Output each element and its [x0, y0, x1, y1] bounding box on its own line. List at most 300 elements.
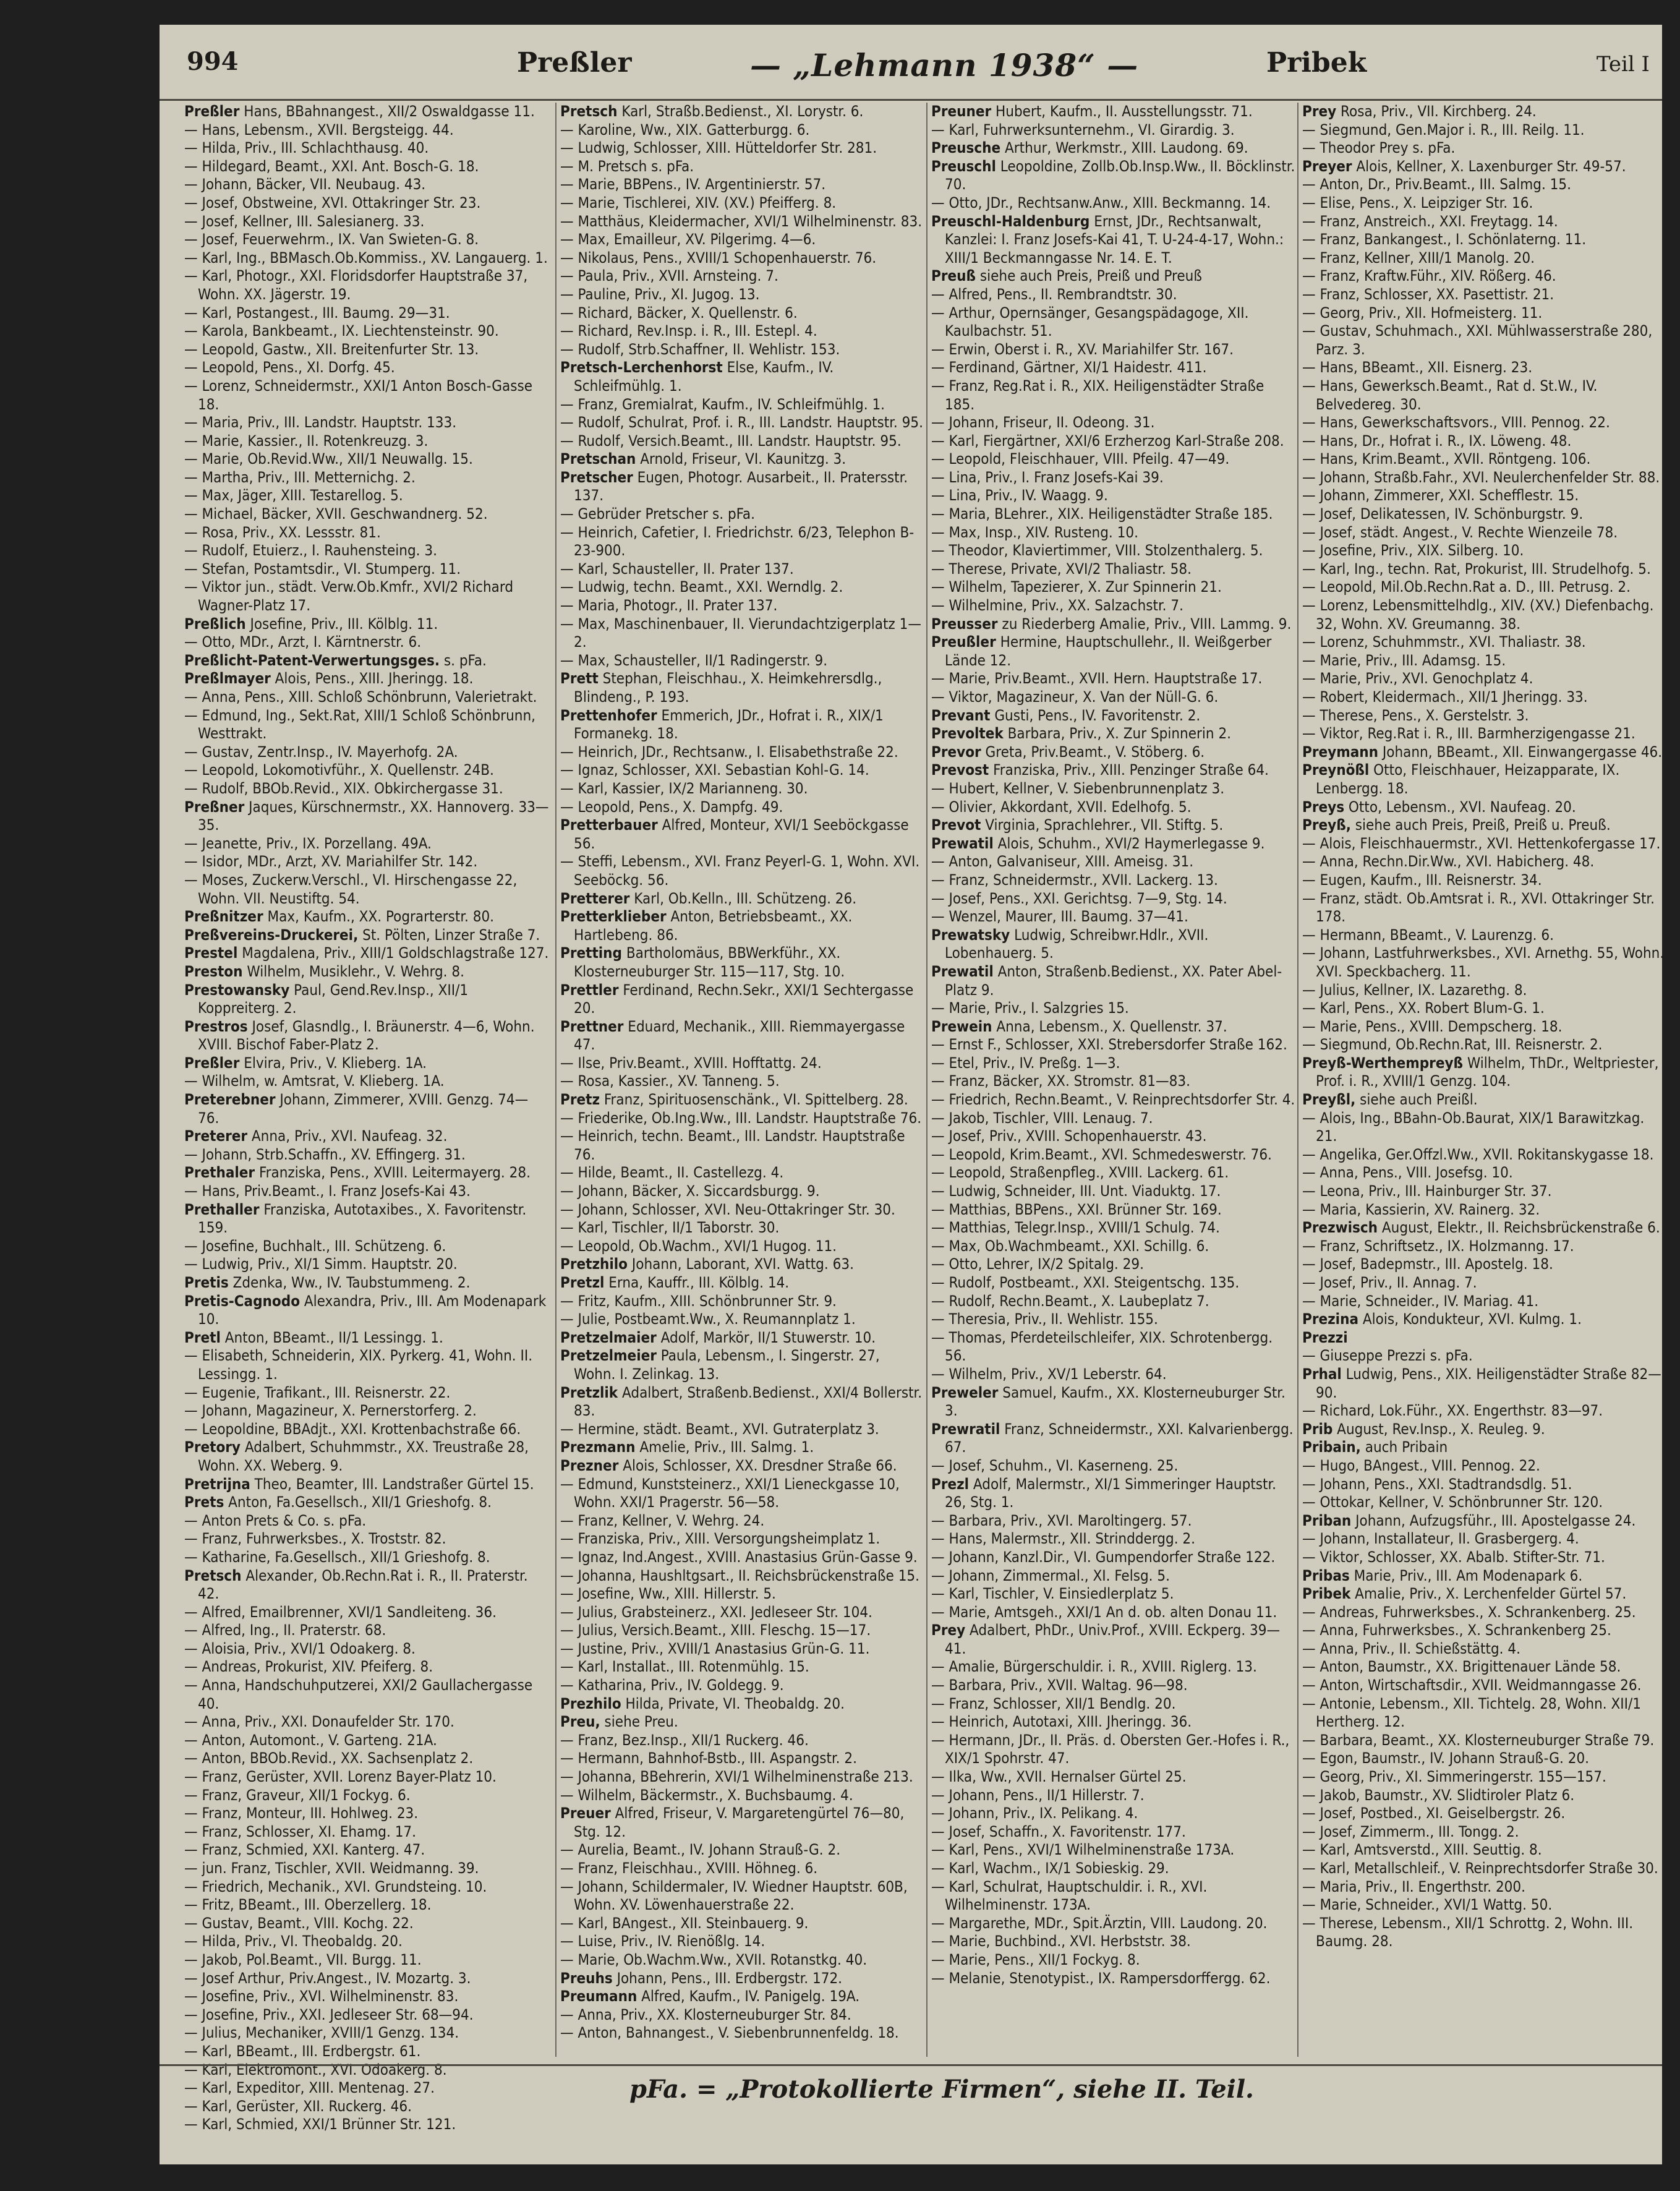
- directory-entry: — Josefine, Priv., XVI. Wilhelminenstr. 83.: [184, 1988, 459, 2005]
- directory-entry: — Georg, Priv., XII. Hofmeisterg. 11.: [1302, 304, 1543, 322]
- directory-entry: Preymann Johann, BBeamt., XII. Einwangergasse 46.: [1302, 743, 1663, 761]
- directory-entry: Prezhilo Hilda, Private, VI. Theobaldg. 20.: [560, 1694, 845, 1712]
- directory-entry: — Franz, Gerüster, XVII. Lorenz Bayer-Platz 10.: [184, 1768, 497, 1786]
- directory-entry: — Johann, Schlosser, XVI. Neu-Ottakringer Str. 30.: [560, 1200, 895, 1218]
- directory-entry: Pretl Anton, BBeamt., II/1 Lessingg. 1.: [184, 1328, 443, 1346]
- directory-entry: — Robert, Kleidermach., XII/1 Jheringg. 33.: [1302, 688, 1588, 706]
- directory-entry: — Theodor Prey s. pFa.: [1302, 139, 1456, 157]
- directory-entry: — Josef, Badepmstr., III. Apostelg. 18.: [1302, 1255, 1553, 1273]
- directory-entry: — Anna, Pens., VIII. Josefsg. 10.: [1302, 1164, 1513, 1182]
- directory-entry: Preuhs Johann, Pens., III. Erdbergstr. 172.: [560, 1969, 843, 1987]
- directory-entry: — Anna, Rechn.Dir.Ww., XVI. Habicherg. 48.: [1302, 853, 1595, 871]
- directory-entry: — Wilhelm, Bäckermstr., X. Buchsbaumg. 4.: [560, 1786, 853, 1804]
- directory-entry: — Marie, Schneider., XVI/1 Wattg. 50.: [1302, 1896, 1553, 1914]
- directory-entry: — Anna, Handschuhputzerei, XXI/2 Gaullachergasse 40.: [184, 1676, 533, 1712]
- directory-column-2: [555, 103, 925, 2057]
- directory-column-3: [926, 103, 1296, 2057]
- directory-entry: — Hans, Gewerkschaftsvors., VIII. Pennog. 22.: [1302, 414, 1610, 432]
- directory-entry: — Hugo, BAngest., VIII. Pennog. 22.: [1302, 1456, 1540, 1474]
- header-part-label: Teil I: [1596, 52, 1650, 77]
- directory-entry: — Anton, Bahnangest., V. Siebenbrunnenfeldg. 18.: [560, 2024, 899, 2042]
- page-footer: [160, 2064, 1662, 2109]
- directory-entry: — Rudolf, Schulrat, Prof. i. R., III. Landstr. Hauptstr. 95.: [560, 414, 923, 432]
- directory-entry: Prethaller Franziska, Autotaxibes., X. Favoritenstr. 159.: [184, 1200, 527, 1237]
- directory-entry: — Hermann, JDr., II. Präs. d. Obersten Ger.-Hofes i. R., XIX/1 Spohrstr. 47.: [931, 1731, 1290, 1767]
- directory-entry: Pretschan Arnold, Friseur, VI. Kaunitzg. 3.: [560, 450, 846, 468]
- directory-entry: Pretis-Cagnodo Alexandra, Priv., III. Am Modenapark 10.: [184, 1292, 547, 1328]
- directory-entry: — Josefine, Ww., XIII. Hillerstr. 5.: [560, 1585, 776, 1603]
- directory-entry: — Ottokar, Kellner, V. Schönbrunner Str. 120.: [1302, 1493, 1603, 1511]
- directory-entry: — Josef, städt. Angest., V. Rechte Wienzeile 78.: [1302, 523, 1618, 541]
- directory-entry: — Heinrich, JDr., Rechtsanw., I. Elisabethstraße 22.: [560, 743, 898, 761]
- page-number: 994: [187, 47, 239, 76]
- directory-entry: — Ernst F., Schlosser, XXI. Strebersdorfer Straße 162.: [931, 1036, 1287, 1054]
- directory-entry: — Karl, Tischler, V. Einsiedlerplatz 5.: [931, 1585, 1174, 1603]
- directory-entry: — Ignaz, Ind.Angest., XVIII. Anastasius Grün-Gasse 9.: [560, 1548, 918, 1566]
- directory-entry: Prewratil Franz, Schneidermstr., XXI. Kalvarienbergg. 67.: [931, 1420, 1294, 1456]
- directory-entry: — Theodor, Klaviertimmer, VIII. Stolzenthalerg. 5.: [931, 542, 1263, 560]
- directory-entry: Preweler Samuel, Kaufm., XX. Klosterneuburger Str. 3.: [931, 1383, 1286, 1420]
- directory-entry: — Johann, Kanzl.Dir., VI. Gumpendorfer Straße 122.: [931, 1548, 1276, 1566]
- directory-entry: — Marie, BBPens., IV. Argentinierstr. 57.: [560, 176, 826, 194]
- directory-entry: Preßler Hans, BBahnangest., XII/2 Oswaldgasse 11.: [184, 103, 535, 120]
- directory-entry: Pribas Marie, Priv., III. Am Modenapark 6.: [1302, 1566, 1583, 1584]
- directory-entry: Preußler Hermine, Hauptschullehr., II. Weißgerber Lände 12.: [931, 633, 1272, 669]
- directory-entry: — Rudolf, Rechn.Beamt., X. Laubeplatz 7.: [931, 1292, 1209, 1310]
- directory-entry: — Hans, BBeamt., XII. Eisnerg. 23.: [1302, 359, 1533, 377]
- directory-entry: Prevor Greta, Priv.Beamt., V. Stöberg. 6.: [931, 743, 1205, 761]
- directory-entry: — Julius, Versich.Beamt., XIII. Fleschg. 15—17.: [560, 1621, 871, 1639]
- directory-entry: Prevost Franziska, Priv., XIII. Penzinger Straße 64.: [931, 761, 1269, 779]
- directory-entry: — Elisabeth, Schneiderin, XIX. Pyrkerg. 41, Wohn. II. Lessingg. 1.: [184, 1347, 533, 1383]
- directory-entry: Prevot Virginia, Sprachlehrer., VII. Stiftg. 5.: [931, 816, 1224, 834]
- directory-entry: — Lorenz, Lebensmittelhdlg., XIV. (XV.) Diefenbachg. 32, Wohn. XV. Greumanng. 38.: [1302, 597, 1654, 633]
- directory-entry: — Aloisia, Priv., XVI/1 Odoakerg. 8.: [184, 1639, 416, 1657]
- directory-entry: — Richard, Rev.Insp. i. R., III. Estepl. 4.: [560, 322, 817, 340]
- directory-entry: — Franz, Kraftw.Führ., XIV. Rößerg. 46.: [1302, 267, 1556, 285]
- directory-entry: — Franz, Kellner, V. Wehrg. 24.: [560, 1511, 765, 1529]
- directory-entry: — Leopoldine, BBAdjt., XXI. Krottenbachstraße 66.: [184, 1420, 521, 1438]
- directory-entry: — Alfred, Pens., II. Rembrandtstr. 30.: [931, 285, 1177, 303]
- directory-entry: Prewein Anna, Lebensm., X. Quellenstr. 37.: [931, 1017, 1227, 1035]
- directory-entry: — Katharina, Priv., IV. Goldegg. 9.: [560, 1676, 784, 1694]
- directory-entry: Prib August, Rev.Insp., X. Reuleg. 9.: [1302, 1420, 1545, 1438]
- directory-entry: — Eugen, Kaufm., III. Reisnerstr. 34.: [1302, 871, 1542, 889]
- directory-entry: — Alfred, Ing., II. Praterstr. 68.: [184, 1621, 386, 1639]
- directory-entry: Preyß-Werthempreyß Wilhelm, ThDr., Weltpriester, Prof. i. R., XVIII/1 Genzg. 104.: [1302, 1054, 1659, 1090]
- directory-entry: — Viktor, Magazineur, X. Van der Nüll-G. 6.: [931, 688, 1219, 706]
- directory-entry: Pretz Franz, Spirituosenschänk., VI. Spittelberg. 28.: [560, 1091, 908, 1109]
- directory-entry: — Maria, BLehrer., XIX. Heiligenstädter Straße 185.: [931, 505, 1273, 523]
- directory-entry: Prett Stephan, Fleischhau., X. Heimkehrersdlg., Blindeng., P. 193.: [560, 670, 882, 706]
- directory-entry: — Leopold, Gastw., XII. Breitenfurter Str. 13.: [184, 340, 479, 358]
- directory-entry: — Barbara, Priv., XVI. Maroltingerg. 57.: [931, 1511, 1192, 1529]
- directory-entry: — Katharine, Fa.Gesellsch., XII/1 Grieshofg. 8.: [184, 1548, 490, 1566]
- directory-entry: Preterebner Johann, Zimmerer, XVIII. Genzg. 74—76.: [184, 1091, 529, 1127]
- directory-entry: Preumann Alfred, Kaufm., IV. Panigelg. 19A.: [560, 1988, 860, 2005]
- directory-entry: Pretsch Alexander, Ob.Rechn.Rat i. R., II. Praterstr. 42.: [184, 1566, 528, 1603]
- directory-entry: — Johann, Magazineur, X. Pernerstorferg. 2.: [184, 1402, 477, 1420]
- directory-entry: Preuschl Leopoldine, Zollb.Ob.Insp.Ww., II. Böcklinstr. 70.: [931, 157, 1295, 194]
- directory-entry: — Johann, Bäcker, X. Siccardsburgg. 9.: [560, 1182, 820, 1200]
- directory-entry: — Viktor jun., städt. Verw.Ob.Kmfr., XVI/2 Richard Wagner-Platz 17.: [184, 578, 514, 615]
- directory-entry: — Franziska, Priv., XIII. Versorgungsheimplatz 1.: [560, 1530, 881, 1548]
- directory-entry: — Andreas, Prokurist, XIV. Pfeiferg. 8.: [184, 1658, 433, 1676]
- directory-entry: — Gustav, Schuhmach., XXI. Mühlwasserstraße 280, Parz. 3.: [1302, 322, 1653, 358]
- directory-entry: — Stefan, Postamtsdir., VI. Stumperg. 11.: [184, 560, 461, 578]
- directory-entry: — Isidor, MDr., Arzt, XV. Mariahilfer Str. 142.: [184, 853, 478, 871]
- directory-entry: — Hans, Krim.Beamt., XVII. Röntgeng. 106.: [1302, 450, 1591, 468]
- directory-entry: — Rosa, Kassier., XV. Tanneng. 5.: [560, 1072, 780, 1090]
- directory-entry: — Ignaz, Schlosser, XXI. Sebastian Kohl-G. 14.: [560, 761, 869, 779]
- directory-entry: — Johann, Priv., IX. Pelikang. 4.: [931, 1804, 1138, 1822]
- directory-entry: — Johanna, BBehrerin, XVI/1 Wilhelminenstraße 213.: [560, 1768, 913, 1786]
- directory-entry: — Leopold, Pens., XI. Dorfg. 45.: [184, 359, 395, 377]
- directory-entry: — Martha, Priv., III. Metternichg. 2.: [184, 468, 416, 486]
- directory-entry: — Maria, Priv., II. Engerthstr. 200.: [1302, 1877, 1526, 1895]
- directory-entry: Pretscher Eugen, Photogr. Ausarbeit., II. Pratersstr. 137.: [560, 468, 908, 505]
- directory-entry: — Egon, Baumstr., IV. Johann Strauß-G. 20.: [1302, 1749, 1590, 1767]
- directory-entry: Pretzelmaier Adolf, Markör, II/1 Stuwerstr. 10.: [560, 1328, 876, 1346]
- directory-entry: — Max, Ob.Wachmbeamt., XXI. Schillg. 6.: [931, 1237, 1209, 1255]
- directory-entry: — Margarethe, MDr., Spit.Ärztin, VIII. Laudong. 20.: [931, 1914, 1268, 1932]
- directory-entry: — Alfred, Emailbrenner, XVI/1 Sandleiteng. 36.: [184, 1603, 497, 1621]
- directory-entry: — Justine, Priv., XVIII/1 Anastasius Grün-G. 11.: [560, 1639, 870, 1657]
- directory-entry: — Therese, Lebensm., XII/1 Schrottg. 2, Wohn. III. Baumg. 28.: [1302, 1914, 1634, 1950]
- directory-entry: — Wilhelm, Priv., XV/1 Leberstr. 64.: [931, 1365, 1167, 1383]
- directory-entry: — Hans, Lebensm., XVII. Bergsteigg. 44.: [184, 121, 454, 139]
- directory-entry: — Maria, Photogr., II. Prater 137.: [560, 597, 778, 615]
- directory-entry: — Wenzel, Maurer, III. Baumg. 37—41.: [931, 908, 1188, 926]
- directory-entry: — Ilse, Priv.Beamt., XVIII. Hofftattg. 24.: [560, 1054, 822, 1072]
- directory-entry: — Karl, Kassier, IX/2 Marianneng. 30.: [560, 779, 808, 797]
- directory-entry: Preusser zu Riederberg Amalie, Priv., VIII. Lammg. 9.: [931, 615, 1292, 633]
- directory-entry: — Julie, Postbeamt.Ww., X. Reumannplatz 1.: [560, 1310, 856, 1328]
- directory-entry: Prey Adalbert, PhDr., Univ.Prof., XVIII. Eckperg. 39—41.: [931, 1621, 1281, 1657]
- directory-entry: — Johann, Pens., II/1 Hillerstr. 7.: [931, 1786, 1145, 1804]
- directory-entry: — Johann, Pens., XXI. Stadtrandsdlg. 51.: [1302, 1475, 1572, 1493]
- directory-entry: — Anna, Priv., II. Schießstättg. 4.: [1302, 1639, 1520, 1657]
- directory-entry: Prestowansky Paul, Gend.Rev.Insp., XII/1 Koppreiterg. 2.: [184, 981, 469, 1017]
- directory-entry: — Hermine, städt. Beamt., XVI. Gutraterplatz 3.: [560, 1420, 879, 1438]
- directory-entry: — Franz, Schlosser, XII/1 Bendlg. 20.: [931, 1694, 1176, 1712]
- directory-entry: Pribain, auch Pribain: [1302, 1438, 1448, 1456]
- directory-column-1: [184, 103, 549, 2133]
- directory-entry: — Alois, Ing., BBahn-Ob.Baurat, XIX/1 Barawitzkag. 21.: [1302, 1109, 1645, 1145]
- directory-entry: — Anton, BBOb.Revid., XX. Sachsenplatz 2.: [184, 1749, 474, 1767]
- directory-entry: — Josef, Schuhm., VI. Kaserneng. 25.: [931, 1456, 1179, 1474]
- directory-entry: — Josef, Priv., II. Annag. 7.: [1302, 1274, 1477, 1291]
- directory-entry: — Franz, Schlosser, XX. Pasettistr. 21.: [1302, 285, 1554, 303]
- directory-entry: — Josefine, Buchhalt., III. Schützeng. 6.: [184, 1237, 446, 1255]
- directory-entry: — Eugenie, Trafikant., III. Reisnerstr. 22.: [184, 1383, 451, 1401]
- directory-entry: Prettenhofer Emmerich, JDr., Hofrat i. R., XIX/1 Formanekg. 18.: [560, 706, 884, 743]
- directory-entry: — Leopold, Krim.Beamt., XVI. Schmedeswerstr. 76.: [931, 1145, 1272, 1163]
- directory-entry: — Luise, Priv., IV. Rienößlg. 14.: [560, 1933, 765, 1950]
- directory-entry: — Anton, Baumstr., XX. Brigittenauer Lände 58.: [1302, 1658, 1621, 1676]
- directory-entry: — Josef, Delikatessen, IV. Schönburgstr. 9.: [1302, 505, 1584, 523]
- directory-entry: — Max, Jäger, XIII. Testarellog. 5.: [184, 487, 403, 505]
- directory-entry: — Otto, MDr., Arzt, I. Kärntnerstr. 6.: [184, 633, 422, 651]
- directory-entry: — Karl, Amtsverstd., XIII. Seuttig. 8.: [1302, 1841, 1542, 1859]
- directory-entry: — Theresia, Priv., II. Wehlistr. 155.: [931, 1310, 1158, 1328]
- directory-entry: — Johann, Lastfuhrwerksbes., XVI. Arnethg. 55, Wohn. XVI. Speckbacherg. 11.: [1302, 944, 1665, 980]
- directory-entry: Prezwisch August, Elektr., II. Reichsbrückenstraße 6.: [1302, 1219, 1660, 1237]
- directory-entry: — Viktor, Reg.Rat i. R., III. Barmherzigengasse 21.: [1302, 725, 1635, 743]
- directory-entry: — Heinrich, Cafetier, I. Friedrichstr. 6/23, Telephon B-23-900.: [560, 523, 915, 560]
- directory-entry: — Karl, Postangest., III. Baumg. 29—31.: [184, 304, 450, 322]
- directory-entry: — Olivier, Akkordant, XVII. Edelhofg. 5.: [931, 798, 1192, 816]
- directory-entry: — Matthäus, Kleidermacher, XVI/1 Wilhelminenstr. 83.: [560, 212, 923, 230]
- directory-entry: — Gebrüder Pretscher s. pFa.: [560, 505, 755, 523]
- directory-entry: — Johann, Installateur, II. Grasbergerg. 4.: [1302, 1530, 1579, 1548]
- directory-entry: Prewatil Alois, Schuhm., XVI/2 Haymerlegasse 9.: [931, 834, 1265, 852]
- directory-entry: — Therese, Private, XVI/2 Thaliastr. 58.: [931, 560, 1192, 578]
- directory-entry: — Karl, Elektromont., XVI. Odoakerg. 8.: [184, 2061, 447, 2078]
- directory-entry: — Julius, Mechaniker, XVIII/1 Genzg. 134.: [184, 2024, 459, 2042]
- directory-entry: — Hermann, BBeamt., V. Laurenzg. 6.: [1302, 926, 1554, 944]
- directory-entry: Prewatil Anton, Straßenb.Bedienst., XX. Pater Abel-Platz 9.: [931, 962, 1282, 999]
- directory-entry: Preßlich Josefine, Priv., III. Kölblg. 11.: [184, 615, 438, 633]
- directory-entry: — Paula, Priv., XVII. Arnsteing. 7.: [560, 267, 778, 285]
- header-title: — „Lehmann 1938“ —: [750, 47, 1139, 83]
- directory-entry: — Siegmund, Gen.Major i. R., III. Reilg. 11.: [1302, 121, 1585, 139]
- directory-entry: — Josefine, Priv., XXI. Jedleseer Str. 68—94.: [184, 2005, 474, 2023]
- directory-entry: — Anna, Fuhrwerksbes., X. Schrankenberg 25.: [1302, 1621, 1611, 1639]
- directory-entry: — Marie, Pens., XVIII. Dempscherg. 18.: [1302, 1017, 1563, 1035]
- directory-entry: Pretterbauer Alfred, Monteur, XVI/1 Seeböckgasse 56.: [560, 816, 909, 852]
- directory-entry: — Josef Arthur, Priv.Angest., IV. Mozartg. 3.: [184, 1969, 471, 1987]
- directory-entry: — Karl, Fuhrwerksunternehm., VI. Girardig. 3.: [931, 121, 1235, 139]
- directory-entry: — Matthias, Telegr.Insp., XVIII/1 Schulg. 74.: [931, 1219, 1220, 1237]
- directory-entry: Priban Johann, Aufzugsführ., III. Apostelgasse 24.: [1302, 1511, 1636, 1529]
- directory-entry: — Josef, Zimmerm., III. Tongg. 2.: [1302, 1822, 1519, 1840]
- directory-entry: — Rudolf, BBOb.Revid., XIX. Obkirchergasse 31.: [184, 779, 503, 797]
- directory-entry: — Leona, Priv., III. Hainburger Str. 37.: [1302, 1182, 1552, 1200]
- directory-entry: — Maria, Kassierin, XV. Rainerg. 32.: [1302, 1200, 1540, 1218]
- directory-entry: — Franz, Bankangest., I. Schönlaterng. 11.: [1302, 231, 1587, 249]
- directory-entry: — Franz, Anstreich., XXI. Freytagg. 14.: [1302, 212, 1558, 230]
- directory-entry: — Lina, Priv., I. Franz Josefs-Kai 39.: [931, 468, 1164, 486]
- directory-entry: — Pauline, Priv., XI. Jugog. 13.: [560, 285, 760, 303]
- directory-entry: — Friedrich, Mechanik., XVI. Grundsteing. 10.: [184, 1877, 487, 1895]
- directory-entry: — Edmund, Ing., Sekt.Rat, XIII/1 Schloß Schönbrunn, Westtrakt.: [184, 706, 536, 743]
- directory-entry: Prewatsky Ludwig, Schreibwr.Hdlr., XVII. Lobenhauerg. 5.: [931, 926, 1209, 962]
- directory-entry: Pretory Adalbert, Schuhmmstr., XX. Treustraße 28, Wohn. XX. Weberg. 9.: [184, 1438, 529, 1474]
- directory-entry: Prevoltek Barbara, Priv., X. Zur Spinnerin 2.: [931, 725, 1232, 743]
- directory-entry: Prettner Eduard, Mechanik., XIII. Riemmayergasse 47.: [560, 1017, 905, 1054]
- directory-entry: — Max, Schausteller, II/1 Radingerstr. 9.: [560, 651, 828, 669]
- directory-entry: — Karl, Ing., BBMasch.Ob.Kommiss., XV. Langauerg. 1.: [184, 249, 548, 267]
- directory-entry: — Andreas, Fuhrwerksbes., X. Schrankenberg. 25.: [1302, 1603, 1636, 1621]
- directory-entry: Preterer Anna, Priv., XVI. Naufeag. 32.: [184, 1127, 448, 1145]
- directory-entry: — Karl, Metallschleif., V. Reinprechtsdorfer Straße 30.: [1302, 1860, 1658, 1877]
- directory-entry: — Barbara, Beamt., XX. Klosterneuburger Straße 79.: [1302, 1731, 1655, 1749]
- directory-entry: Pretrijna Theo, Beamter, III. Landstraßer Gürtel 15.: [184, 1475, 534, 1493]
- directory-entry: — Georg, Priv., XI. Simmeringerstr. 155—157.: [1302, 1768, 1606, 1786]
- directory-entry: Prezner Alois, Schlosser, XX. Dresdner Straße 66.: [560, 1456, 897, 1474]
- directory-entry: — Johann, Schildermaler, IV. Wiedner Hauptstr. 60B, Wohn. XV. Löwenhauerstraße 22.: [560, 1877, 908, 1914]
- directory-entry: Pretzl Erna, Kauffr., III. Kölblg. 14.: [560, 1274, 790, 1291]
- directory-entry: — Johann, Strb.Schaffn., XV. Effingerg. 31.: [184, 1145, 466, 1163]
- directory-entry: — Lina, Priv., IV. Waagg. 9.: [931, 487, 1108, 505]
- directory-entry: Preßler Elvira, Priv., V. Klieberg. 1A.: [184, 1054, 427, 1072]
- directory-entry: Preyer Alois, Kellner, X. Laxenburger Str. 49-57.: [1302, 157, 1626, 175]
- directory-entry: — Hilda, Priv., III. Schlachthausg. 40.: [184, 139, 429, 157]
- directory-entry: Prevant Gusti, Pens., IV. Favoritenstr. 2.: [931, 706, 1201, 724]
- directory-entry: — Steffi, Lebensm., XVI. Franz Peyerl-G. 1, Wohn. XVI. Seeböckg. 56.: [560, 853, 920, 889]
- directory-entry: Pretzhilo Johann, Laborant, XVI. Wattg. 63.: [560, 1255, 854, 1273]
- directory-entry: — Angelika, Ger.Offzl.Ww., XVII. Rokitanskygasse 18.: [1302, 1145, 1654, 1163]
- directory-entry: — Heinrich, Autotaxi, XIII. Jheringg. 36.: [931, 1713, 1192, 1731]
- directory-entry: — Anna, Priv., XXI. Donaufelder Str. 170.: [184, 1713, 454, 1731]
- directory-page: [160, 25, 1665, 2164]
- directory-entry: — Rudolf, Etuierz., I. Rauhensteing. 3.: [184, 542, 437, 560]
- header-first-keyword: Preßler: [517, 47, 632, 79]
- directory-entry: — Ludwig, Priv., XI/1 Simm. Hauptstr. 20.: [184, 1255, 458, 1273]
- directory-entry: — Wilhelmine, Priv., XX. Salzachstr. 7.: [931, 597, 1183, 615]
- directory-entry: — Viktor, Schlosser, XX. Abalb. Stifter-Str. 71.: [1302, 1548, 1605, 1566]
- directory-entry: Prezmann Amelie, Priv., III. Salmg. 1.: [560, 1438, 814, 1456]
- directory-entry: — Karl, Wachm., IX/1 Sobieskig. 29.: [931, 1860, 1169, 1877]
- directory-entry: Preuer Alfred, Friseur, V. Margaretengürtel 76—80, Stg. 12.: [560, 1804, 905, 1840]
- directory-entry: — Josef, Feuerwehrm., IX. Van Swieten-G. 8.: [184, 231, 479, 249]
- directory-entry: — Max, Maschinenbauer, II. Vierundachtzigerplatz 1—2.: [560, 615, 921, 651]
- directory-entry: — Leopold, Straßenpfleg., XVIII. Lackerg. 61.: [931, 1164, 1229, 1182]
- directory-entry: — Franz, Monteur, III. Hohlweg. 23.: [184, 1804, 419, 1822]
- directory-entry: — Max, Emailleur, XV. Pilgerimg. 4—6.: [560, 231, 816, 249]
- directory-entry: Preuschl-Haldenburg Ernst, JDr., Rechtsanwalt, Kanzlei: I. Franz Josefs-Kai 41, T. U-24-4-17, Wohn.: XIII/1 Beckmanngasse Nr. 14. E. T.: [931, 212, 1284, 267]
- directory-entry: — Hildegard, Beamt., XXI. Ant. Bosch-G. 18.: [184, 157, 479, 175]
- directory-entry: — Anton, Wirtschaftsdir., XVII. Weidmanngasse 26.: [1302, 1676, 1642, 1694]
- directory-entry: Pretsch-Lerchenhorst Else, Kaufm., IV. Schleifmühlg. 1.: [560, 359, 834, 395]
- directory-entry: — Marie, Buchbind., XVI. Herbststr. 38.: [931, 1933, 1191, 1950]
- directory-entry: — Karl, Schmied, XXI/1 Brünner Str. 121.: [184, 2116, 456, 2133]
- directory-entry: — Karl, BAngest., XII. Steinbauerg. 9.: [560, 1914, 809, 1932]
- directory-entry: Prey Rosa, Priv., VII. Kirchberg. 24.: [1302, 103, 1537, 120]
- directory-entry: — Karl, Schulrat, Hauptschuldir. i. R., XVI. Wilhelminenstr. 173A.: [931, 1877, 1208, 1914]
- directory-entry: Preßnitzer Max, Kaufm., XX. Pograrterstr. 80.: [184, 908, 495, 926]
- directory-entry: Preßvereins-Druckerei, St. Pölten, Linzer Straße 7.: [184, 926, 540, 944]
- directory-entry: — Marie, Schneider., IV. Mariag. 41.: [1302, 1292, 1539, 1310]
- directory-entry: — Karl, Installat., III. Rotenmühlg. 15.: [560, 1658, 809, 1676]
- directory-entry: — Hans, Dr., Hofrat i. R., IX. Löweng. 48.: [1302, 432, 1572, 450]
- directory-entry: — Gustav, Zentr.Insp., IV. Mayerhofg. 2A.: [184, 743, 458, 761]
- directory-entry: — Leopold, Mil.Ob.Rechn.Rat a. D., III. Petrusg. 2.: [1302, 578, 1631, 596]
- directory-entry: — Marie, Pens., XII/1 Fockyg. 8.: [931, 1950, 1140, 1968]
- directory-entry: — Marie, Ob.Wachm.Ww., XVII. Rotanstkg. 40.: [560, 1950, 868, 1968]
- directory-entry: — Jakob, Pol.Beamt., VII. Burgg. 11.: [184, 1950, 422, 1968]
- directory-entry: — Anton, Dr., Priv.Beamt., III. Salmg. 15.: [1302, 176, 1571, 194]
- directory-entry: — Franz, Fleischhau., XVIII. Höhneg. 6.: [560, 1860, 818, 1877]
- directory-entry: — Arthur, Opernsänger, Gesangspädagoge, XII. Kaulbachstr. 51.: [931, 304, 1249, 340]
- directory-entry: Prhal Ludwig, Pens., XIX. Heiligenstädter Straße 82—90.: [1302, 1365, 1661, 1401]
- directory-entry: — Franz, Schneidermstr., XVII. Lackerg. 13.: [931, 871, 1218, 889]
- directory-entry: — Johann, Zimmermal., XI. Felsg. 5.: [931, 1566, 1170, 1584]
- directory-entry: Prezina Alois, Kondukteur, XVI. Kulmg. 1.: [1302, 1310, 1582, 1328]
- directory-entry: — Richard, Bäcker, X. Quellenstr. 6.: [560, 304, 798, 322]
- directory-entry: — Edmund, Kunststeinerz., XXI/1 Lieneckgasse 10, Wohn. XXI/1 Pragerstr. 56—58.: [560, 1475, 900, 1511]
- directory-entry: — Anton, Automont., V. Garteng. 21A.: [184, 1731, 437, 1749]
- directory-entry: — Marie, Tischlerei, XIV. (XV.) Pfeifferg. 8.: [560, 194, 837, 211]
- directory-entry: — Marie, Kassier., II. Rotenkreuzg. 3.: [184, 432, 429, 450]
- directory-entry: — Leopold, Fleischhauer, VIII. Pfeilg. 47—49.: [931, 450, 1230, 468]
- directory-entry: Pretzelmeier Paula, Lebensm., I. Singerstr. 27, Wohn. I. Zelinkag. 13.: [560, 1347, 880, 1383]
- directory-entry: Pretzlik Adalbert, Straßenb.Bedienst., XXI/4 Bollerstr. 83.: [560, 1383, 923, 1420]
- directory-entry: — Ludwig, Schlosser, XIII. Hütteldorfer Str. 281.: [560, 139, 877, 157]
- directory-entry: Prestel Magdalena, Priv., XIII/1 Goldschlagstraße 127.: [184, 944, 549, 962]
- directory-entry: — Giuseppe Prezzi s. pFa.: [1302, 1347, 1473, 1365]
- directory-entry: — Friedrich, Rechn.Beamt., V. Reinprechtsdorfer Str. 4.: [931, 1091, 1295, 1109]
- directory-entry: Preynößl Otto, Fleischhauer, Heizapparate, IX. Lenbergg. 18.: [1302, 761, 1620, 797]
- directory-entry: — Franz, Graveur, XII/1 Fockyg. 6.: [184, 1786, 411, 1804]
- directory-entry: — Rudolf, Strb.Schaffner, II. Wehlistr. 153.: [560, 340, 840, 358]
- directory-entry: — Franz, Reg.Rat i. R., XIX. Heiligenstädter Straße 185.: [931, 377, 1264, 413]
- directory-entry: — Gustav, Beamt., VIII. Kochg. 22.: [184, 1914, 414, 1932]
- directory-entry: — Anton Prets & Co. s. pFa.: [184, 1511, 367, 1529]
- directory-entry: — Ludwig, Schneider, III. Unt. Viaduktg. 17.: [931, 1182, 1221, 1200]
- directory-entry: Preßlicht-Patent-Verwertungsges. s. pFa.: [184, 651, 487, 669]
- directory-entry: Prethaler Franziska, Pens., XVIII. Leitermayerg. 28.: [184, 1164, 531, 1182]
- directory-entry: Prets Anton, Fa.Gesellsch., XII/1 Grieshofg. 8.: [184, 1493, 492, 1511]
- directory-entry: — Ilka, Ww., XVII. Hernalser Gürtel 25.: [931, 1768, 1187, 1786]
- directory-entry: Prestros Josef, Glasndlg., I. Bräunerstr. 4—6, Wohn. XVIII. Bischof Faber-Platz 2.: [184, 1017, 535, 1054]
- directory-entry: — Melanie, Stenotypist., IX. Rampersdorffergg. 62.: [931, 1969, 1271, 1987]
- directory-entry: — Marie, Ob.Revid.Ww., XII/1 Neuwallg. 15.: [184, 450, 473, 468]
- directory-entry: — Fritz, Kaufm., XIII. Schönbrunner Str. 9.: [560, 1292, 837, 1310]
- directory-entry: — Jakob, Tischler, VIII. Lenaug. 7.: [931, 1109, 1153, 1127]
- directory-entry: — Marie, Priv., I. Salzgries 15.: [931, 999, 1129, 1017]
- directory-entry: — M. Pretsch s. pFa.: [560, 157, 694, 175]
- directory-entry: — Hans, Priv.Beamt., I. Franz Josefs-Kai 43.: [184, 1182, 471, 1200]
- directory-entry: — Otto, JDr., Rechtsanw.Anw., XIII. Beckmanng. 14.: [931, 194, 1271, 211]
- directory-entry: — Josef, Schaffn., X. Favoritenstr. 177.: [931, 1822, 1186, 1840]
- directory-entry: — Franz, Schmied, XXI. Kanterg. 47.: [184, 1841, 425, 1859]
- directory-entry: Preßlmayer Alois, Pens., XIII. Jheringg. 18.: [184, 670, 474, 688]
- directory-entry: Preßner Jaques, Kürschnermstr., XX. Hannoverg. 33—35.: [184, 798, 549, 834]
- directory-entry: — Josef, Pens., XXI. Gerichtsg. 7—9, Stg. 14.: [931, 889, 1227, 907]
- directory-entry: — Karl, Pens., XX. Robert Blum-G. 1.: [1302, 999, 1545, 1017]
- directory-entry: — Rudolf, Postbeamt., XXI. Steigentschg. 135.: [931, 1274, 1240, 1291]
- directory-entry: — Therese, Pens., X. Gerstelstr. 3.: [1302, 706, 1529, 724]
- directory-entry: — Franz, Kellner, XIII/1 Manolg. 20.: [1302, 249, 1535, 267]
- directory-entry: Pretting Bartholomäus, BBWerkführ., XX. Klosterneuburger Str. 115—117, Stg. 10.: [560, 944, 845, 980]
- directory-entry: — Heinrich, techn. Beamt., III. Landstr. Hauptstraße 76.: [560, 1127, 905, 1163]
- directory-entry: — Karola, Bankbeamt., IX. Liechtensteinstr. 90.: [184, 322, 499, 340]
- directory-entry: — Johann, Bäcker, VII. Neubaug. 43.: [184, 176, 426, 194]
- directory-entry: — Hans, Malermstr., XII. Strinddergg. 2.: [931, 1530, 1195, 1548]
- directory-entry: — Lorenz, Schneidermstr., XXI/1 Anton Bosch-Gasse 18.: [184, 377, 533, 413]
- directory-entry: — Fritz, BBeamt., III. Oberzellerg. 18.: [184, 1896, 432, 1914]
- directory-entry: Preusche Arthur, Werkmstr., XIII. Laudong. 69.: [931, 139, 1248, 157]
- directory-entry: — Leopold, Pens., X. Dampfg. 49.: [560, 798, 783, 816]
- directory-column-4: [1297, 103, 1667, 2057]
- directory-entry: — Antonie, Lebensm., XII. Tichtelg. 28, Wohn. XII/1 Hertherg. 12.: [1302, 1694, 1642, 1731]
- directory-entry: Pretsch Karl, Straßb.Bedienst., XI. Lorystr. 6.: [560, 103, 864, 120]
- directory-entry: — Erwin, Oberst i. R., XV. Mariahilfer Str. 167.: [931, 340, 1234, 358]
- directory-entry: — Friederike, Ob.Ing.Ww., III. Landstr. Hauptstraße 76.: [560, 1109, 922, 1127]
- directory-entry: — Ludwig, techn. Beamt., XXI. Werndlg. 2.: [560, 578, 843, 596]
- directory-entry: — Ferdinand, Gärtner, XI/1 Haidestr. 411.: [931, 359, 1207, 377]
- directory-entry: — Jakob, Baumstr., XV. Slidtiroler Platz 6.: [1302, 1786, 1575, 1804]
- directory-entry: — Leopold, Lokomotivführ., X. Quellenstr. 24B.: [184, 761, 494, 779]
- directory-entry: — Elise, Pens., X. Leipziger Str. 16.: [1302, 194, 1533, 211]
- directory-entry: — Josef, Priv., XVIII. Schopenhauerstr. 43.: [931, 1127, 1207, 1145]
- directory-entry: Pretis Zdenka, Ww., IV. Taubstummeng. 2.: [184, 1274, 471, 1291]
- directory-entry: — Anna, Pens., XIII. Schloß Schönbrunn, Valerietrakt.: [184, 688, 537, 706]
- directory-entry: — Amalie, Bürgerschuldir. i. R., XVIII. Riglerg. 13.: [931, 1658, 1257, 1676]
- directory-entry: — Hilda, Priv., VI. Theobaldg. 20.: [184, 1933, 403, 1950]
